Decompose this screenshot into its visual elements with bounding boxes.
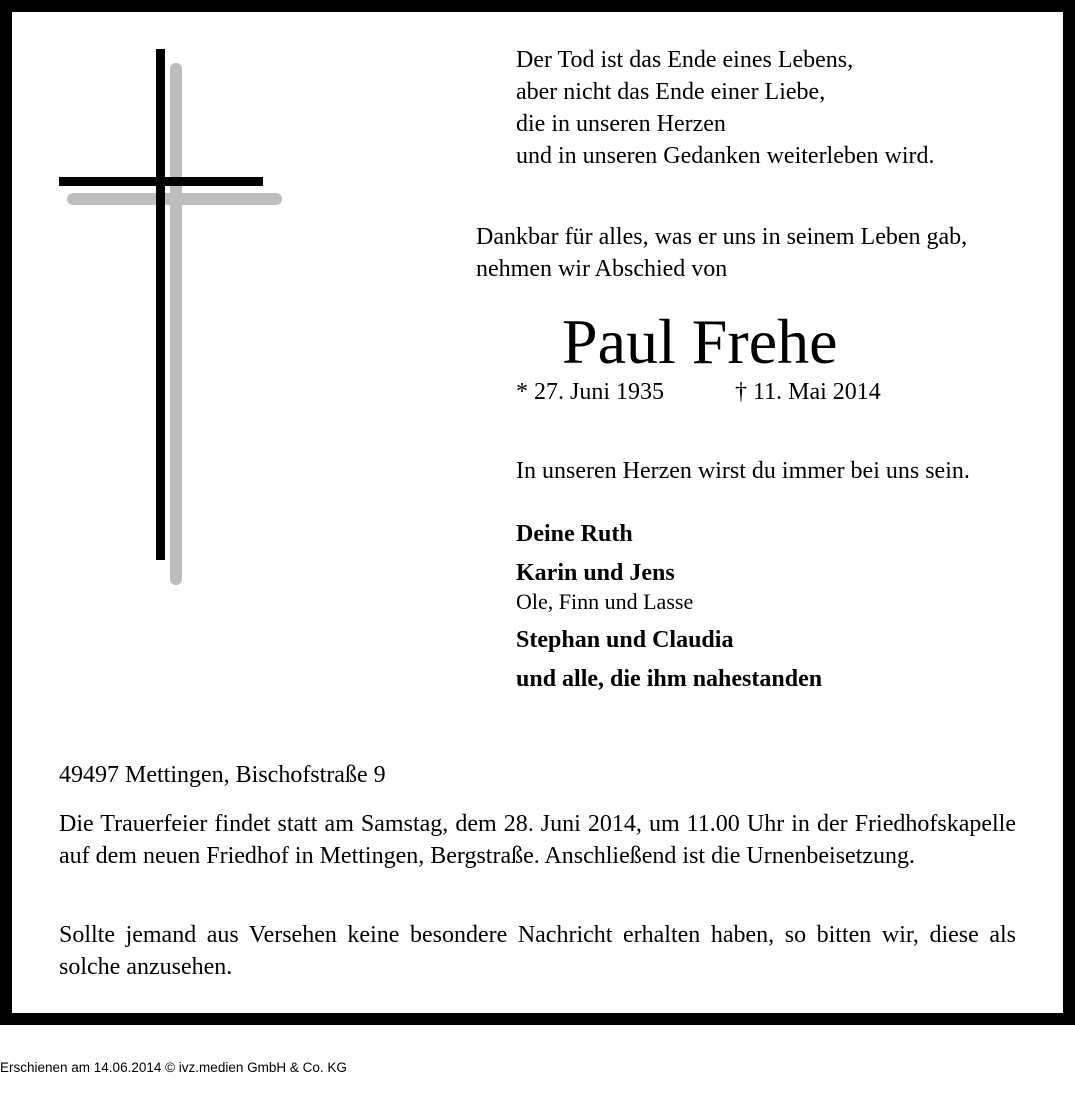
death-date: † 11. Mai 2014 (735, 379, 881, 405)
mourner-karin-jens: Karin und Jens (516, 560, 675, 586)
cross-shadow-horizontal (67, 193, 282, 205)
cross-horizontal-beam (59, 177, 263, 186)
poem-line: und in unseren Gedanken weiterleben wird. (516, 143, 935, 169)
motto-text: In unseren Herzen wirst du immer bei uns sein. (516, 458, 970, 484)
deceased-name: Paul Frehe (562, 306, 838, 377)
mourner-grandchildren: Ole, Finn und Lasse (516, 589, 694, 614)
cross-icon (0, 0, 300, 600)
birth-date: * 27. Juni 1935 (516, 379, 665, 405)
mourner-stephan-claudia: Stephan und Claudia (516, 627, 734, 653)
address-line: 49497 Mettingen, Bischofstraße 9 (59, 762, 386, 788)
poem-line: Der Tod ist das Ende eines Lebens, (516, 47, 854, 73)
poem (516, 44, 935, 172)
publication-footer: Erschienen am 14.06.2014 © ivz.medien GmbH & Co. KG (0, 1060, 347, 1075)
poem-line: aber nicht das Ende einer Liebe, (516, 79, 826, 105)
funeral-paragraph: Die Trauerfeier findet statt am Samstag, dem 28. Juni 2014, um 11.00 Uhr in der Friedhofskapelle auf dem neuen Friedhof in Mettingen, Bergstraße. Anschließend ist die Urnenbeisetzung. (59, 811, 1016, 869)
cross-shadow-vertical (170, 63, 182, 585)
thanks-text (476, 221, 967, 285)
poem-line: die in unseren Herzen (516, 111, 726, 137)
cross-vertical-beam (156, 49, 165, 560)
mourner-ruth: Deine Ruth (516, 521, 633, 547)
thanks-line: Dankbar für alles, was er uns in seinem Leben gab, (476, 224, 968, 250)
notice-paragraph: Sollte jemand aus Versehen keine besondere Nachricht erhalten haben, so bitten wir, diese als solche anzusehen. (59, 922, 1016, 980)
thanks-line: nehmen wir Abschied von (476, 256, 728, 282)
mourner-others: und alle, die ihm nahestanden (516, 666, 823, 692)
